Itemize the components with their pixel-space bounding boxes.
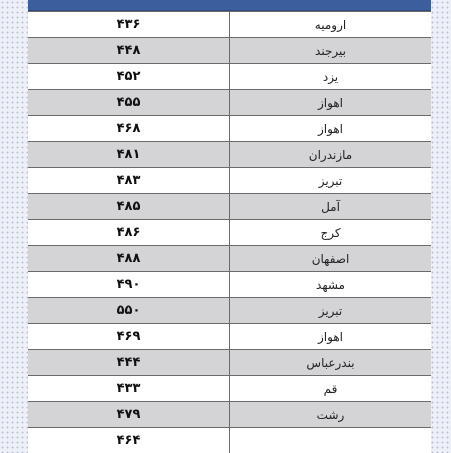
code-cell: ۴۸۵	[28, 194, 230, 220]
table-row	[28, 246, 431, 272]
city-cell: کرج	[230, 220, 432, 246]
city-cell: مشهد	[230, 272, 432, 298]
code-cell: ۴۹۰	[28, 272, 230, 298]
code-cell: ۴۳۶	[28, 12, 230, 38]
city-cell: اهواز	[230, 90, 432, 116]
table-row	[28, 168, 431, 194]
table-row	[28, 90, 431, 116]
city-cell: تبریز	[230, 298, 432, 324]
table-row	[28, 194, 431, 220]
code-cell: ۴۵۲	[28, 64, 230, 90]
code-cell: ۴۵۵	[28, 90, 230, 116]
table-row	[28, 64, 431, 90]
code-cell: ۴۴۸	[28, 38, 230, 64]
city-cell: تبریز	[230, 168, 432, 194]
table-row	[28, 272, 431, 298]
table-header-bar	[28, 0, 431, 11]
code-cell: ۴۴۴	[28, 350, 230, 376]
code-cell: ۴۸۱	[28, 142, 230, 168]
table-row	[28, 298, 431, 324]
table-row	[28, 38, 431, 64]
table-row	[28, 402, 431, 428]
code-cell: ۴۸۸	[28, 246, 230, 272]
city-cell: آمل	[230, 194, 432, 220]
code-cell: ۴۸۳	[28, 168, 230, 194]
table-row	[28, 350, 431, 376]
code-cell: ۵۵۰	[28, 298, 230, 324]
table-row	[28, 324, 431, 350]
city-cell: مازندران	[230, 142, 432, 168]
city-cell: رشت	[230, 402, 432, 428]
city-cell: اهواز	[230, 324, 432, 350]
city-cell	[230, 428, 432, 453]
table-row	[28, 142, 431, 168]
city-cell: بندرعباس	[230, 350, 432, 376]
city-cell: ارومیه	[230, 12, 432, 38]
code-cell: ۴۶۸	[28, 116, 230, 142]
city-cell: اهواز	[230, 116, 432, 142]
code-cell: ۴۶۹	[28, 324, 230, 350]
code-table-panel	[28, 0, 431, 435]
city-cell: قم	[230, 376, 432, 402]
code-city-table	[28, 11, 431, 453]
table-row	[28, 12, 431, 38]
city-cell: یزد	[230, 64, 432, 90]
code-cell: ۴۳۳	[28, 376, 230, 402]
code-cell: ۴۶۴	[28, 428, 230, 453]
table-row	[28, 428, 431, 453]
table-row	[28, 116, 431, 142]
city-cell: بیرجند	[230, 38, 432, 64]
table-row	[28, 220, 431, 246]
city-cell: اصفهان	[230, 246, 432, 272]
table-row	[28, 376, 431, 402]
code-cell: ۴۸۶	[28, 220, 230, 246]
code-cell: ۴۷۹	[28, 402, 230, 428]
